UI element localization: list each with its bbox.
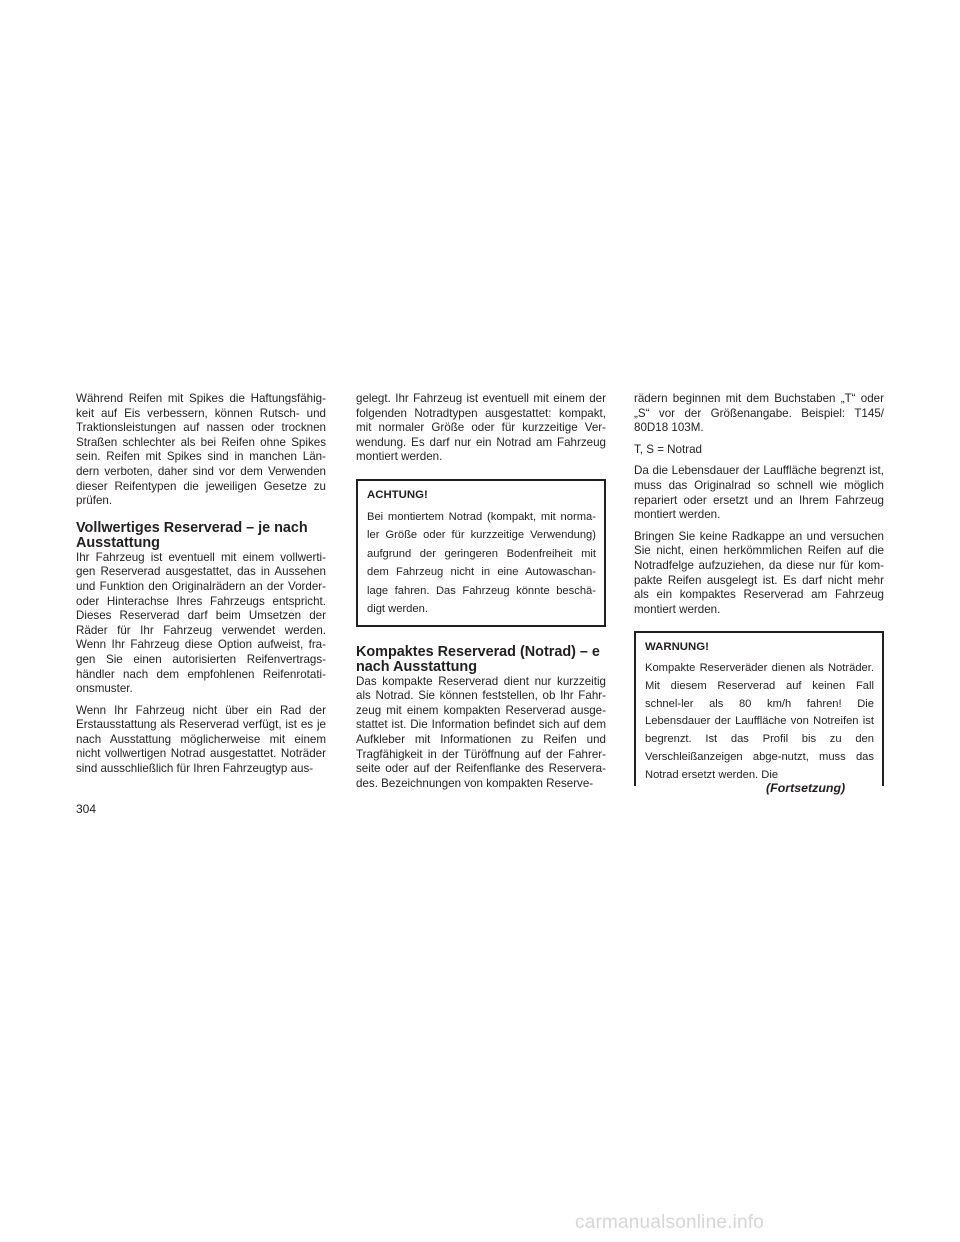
warning-box	[634, 631, 884, 786]
heading-compact-spare: Kompaktes Reserverad (Notrad) – e nach Ausstattung	[356, 643, 600, 675]
continued-label: (Fortsetzung)	[766, 781, 846, 795]
paragraph-spare-types: gelegt. Ihr Fahrzeug ist eventuell mit einem der folgenden Notradtypen ausgestattet: kompakt, mit normaler Größe oder für kurzzeitige Ver-wendung. Es darf nur ein Notrad am Fahrzeug montiert werden.	[356, 392, 606, 464]
caution-box	[356, 479, 606, 627]
paragraph-tread-life: Da die Lebensdauer der Lauffläche begrenzt ist, muss das Originalrad so schnell wie möglich repariert oder ersetzt und an Ihrem Fahrzeug montiert werden.	[634, 464, 884, 522]
paragraph-hubcap: Bringen Sie keine Radkappe an und versuchen Sie nicht, einen herkömmlichen Reifen auf die Notradfelge aufzuziehen, da diese nur für kom-pakte Reifen ausgelegt ist. Es darf nicht mehr als ein kompaktes Reserverad am Fahrzeug montiert werden.	[634, 529, 884, 616]
caution-body: Bei montiertem Notrad (kompakt, mit norma-ler Größe oder für kurzzeitige Verwendung) aufgrund der geringeren Bodenfreiheit mit dem Fahrzeug nicht in eine Autowaschan-lage fahren. Das Fahrzeug könnte beschä-digt werden.	[367, 510, 596, 616]
column-right	[634, 392, 884, 786]
paragraph-no-original-spare: Wenn Ihr Fahrzeug nicht über ein Rad der Erstausstattung als Reserverad verfügt, ist es je nach Ausstattung möglicherweise mit einem nicht vollwertigen Notrad ausgestattet. Noträder sind ausschließlich für Ihren Fahrzeugtyp aus-	[76, 703, 326, 776]
paragraph-spare-designation: rädern beginnen mit dem Buchstaben „T“ oder „S“ vor der Größenangabe. Beispiel: T145/ 80D18 103M.	[634, 392, 884, 435]
paragraph-full-spare: Ihr Fahrzeug ist eventuell mit einem vollwerti-gen Reserverad ausgestattet, das in Aussehen und Funktion den Originalrädern an der Vorder- oder Hinterachse Ihres Fahrzeugs entspricht. Dieses Reserverad darf beim Umsetzen der Räder für Ihr Fahrzeug verwendet werden. Wenn Ihr Fahrzeug diese Option aufweist, fra-gen Sie einen autorisierten Reifenvertrags-händler nach dem empfohlenen Reifenrotati-onsmuster.	[76, 550, 326, 696]
heading-full-spare: Vollwertiges Reserverad – je nach Ausstattung	[76, 519, 308, 551]
caution-title: ACHTUNG!	[367, 488, 428, 501]
paragraph-compact-spare: Das kompakte Reserverad dient nur kurzzeitig als Notrad. Sie können feststellen, ob Ihr Fahr-zeug mit einem kompakten Reserverad ausge-stattet ist. Die Information befindet sich auf dem Aufkleber mit Informationen zu Reifen und Tragfähigkeit in der Türöffnung auf der Fahrer-seite oder auf der Reifenflanke des Reservera-des. Bezeichnungen von kompakten Reserve-	[356, 674, 606, 790]
page-number: 304	[76, 802, 97, 816]
column-left	[76, 392, 326, 784]
watermark-text[interactable]: carmanualsonline.info	[575, 1212, 765, 1233]
warning-body: Kompakte Reserveräder dienen als Noträder. Mit diesem Reserverad auf keinen Fall schnel-ler als 80 km/h fahren! Die Lebensdauer der Lauffläche von Notreifen ist begrenzt. Ist das Profil bis zu den Verschleißanzeigen abge-nutzt, muss das Notrad ersetzt werden. Die	[645, 661, 874, 781]
paragraph-notrad-legend: T, S = Notrad	[634, 442, 702, 456]
paragraph-spikes: Während Reifen mit Spikes die Haftungsfähig-keit auf Eis verbessern, können Rutsch- und Traktionsleistungen auf nassen oder trocknen Straßen schlechter als bei Reifen ohne Spikes sein. Reifen mit Spikes sind in manchen Län-dern verboten, daher sind vor dem Verwenden dieser Reifentypen die jeweiligen Gesetze zu prüfen.	[76, 392, 326, 508]
warning-title: WARNUNG!	[645, 641, 709, 654]
column-middle	[356, 392, 606, 798]
